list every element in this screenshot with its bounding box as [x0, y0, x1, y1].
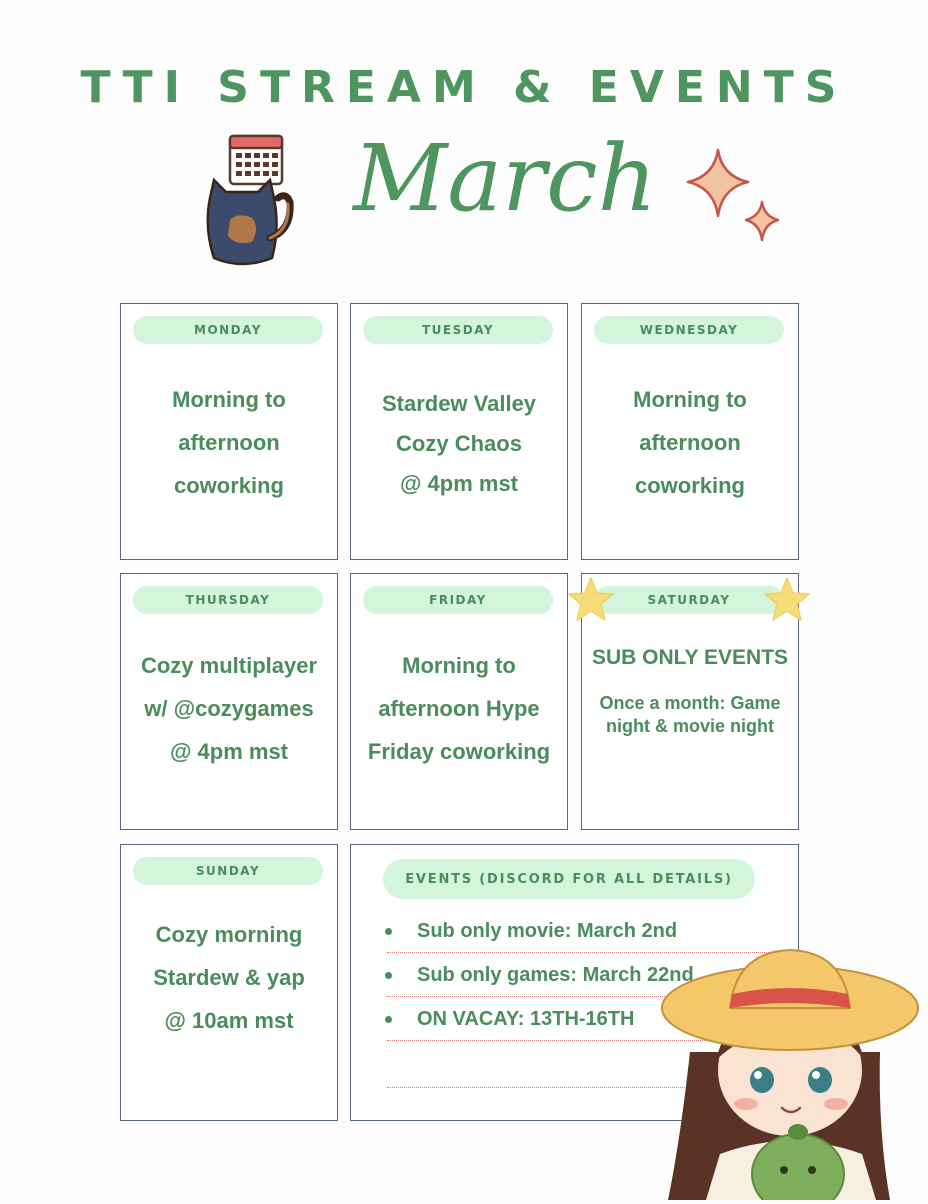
- cat-calendar-icon: [200, 128, 304, 274]
- day-label-tuesday: TUESDAY: [363, 316, 553, 344]
- sparkle-icon: [684, 148, 784, 252]
- star-icon: [566, 575, 616, 629]
- day-label-wednesday: WEDNESDAY: [594, 316, 784, 344]
- schedule-line: @ 4pm mst: [399, 471, 519, 496]
- schedule-line: Cozy morning: [155, 922, 303, 947]
- schedule-line: Cozy Chaos: [396, 431, 522, 456]
- event-text: Sub only games: March 22nd: [417, 964, 694, 986]
- schedule-line: afternoon Hype: [378, 696, 540, 721]
- schedule-line: @ 10am mst: [164, 1008, 294, 1033]
- day-schedule-saturday: [588, 692, 792, 738]
- day-schedule-wednesday: [590, 378, 790, 507]
- schedule-line: Morning to: [172, 387, 286, 412]
- day-card-sunday: [120, 844, 338, 1121]
- page-title: TTI STREAM & EVENTS: [80, 62, 848, 113]
- day-label-saturday: SATURDAY: [594, 586, 784, 614]
- star-icon: [762, 575, 812, 629]
- schedule-line: Friday coworking: [367, 739, 551, 764]
- schedule-line: night & movie night: [606, 716, 774, 736]
- day-card-wednesday: [581, 303, 799, 560]
- day-schedule-thursday: [129, 644, 329, 773]
- day-label-thursday: THURSDAY: [133, 586, 323, 614]
- event-text: Sub only movie: March 2nd: [417, 920, 678, 942]
- day-card-thursday: [120, 573, 338, 830]
- day-label-sunday: SUNDAY: [133, 857, 323, 885]
- day-schedule-monday: [129, 378, 329, 507]
- schedule-line: w/ @cozygames: [144, 696, 314, 721]
- schedule-line: Cozy multiplayer: [140, 653, 318, 678]
- saturday-heading: SUB ONLY EVENTS: [591, 646, 789, 669]
- bullet-icon: [385, 1016, 392, 1023]
- girl-illustration: [650, 942, 920, 1204]
- bullet-icon: [385, 972, 392, 979]
- schedule-line: coworking: [634, 473, 745, 498]
- schedule-line: Stardew & yap: [153, 965, 305, 990]
- day-schedule-friday: [359, 644, 559, 773]
- day-card-monday: [120, 303, 338, 560]
- event-text: ON VACAY: 13TH-16TH: [417, 1008, 635, 1030]
- schedule-line: Morning to: [633, 387, 747, 412]
- schedule-line: Morning to: [402, 653, 516, 678]
- day-label-monday: MONDAY: [133, 316, 323, 344]
- day-card-friday: [350, 573, 568, 830]
- bullet-icon: [385, 928, 392, 935]
- day-label-friday: FRIDAY: [363, 586, 553, 614]
- schedule-line: coworking: [173, 473, 284, 498]
- schedule-line: Once a month: Game: [599, 693, 781, 713]
- schedule-line: afternoon: [178, 430, 280, 455]
- day-card-tuesday: [350, 303, 568, 560]
- schedule-line: @ 4pm mst: [169, 739, 289, 764]
- schedule-line: afternoon: [639, 430, 741, 455]
- events-label: EVENTS (DISCORD FOR ALL DETAILS): [383, 859, 755, 899]
- month-heading: March: [353, 125, 657, 232]
- schedule-line: Stardew Valley: [381, 391, 537, 416]
- day-schedule-sunday: [129, 913, 329, 1042]
- day-schedule-tuesday: [359, 384, 559, 504]
